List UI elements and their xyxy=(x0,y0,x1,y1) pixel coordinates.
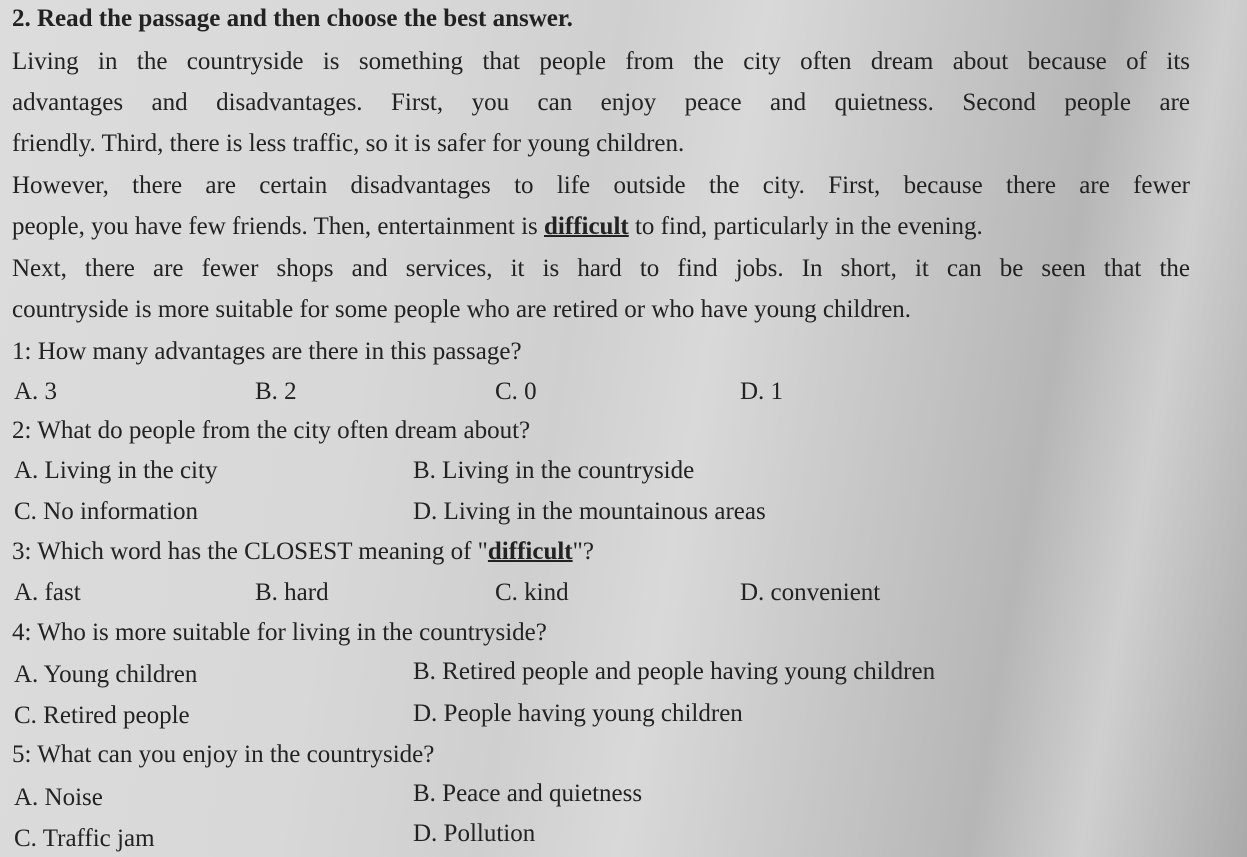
answer-option[interactable]: A. Noise xyxy=(14,784,103,811)
highlighted-word: difficult xyxy=(487,538,573,565)
question-stem: 1: How many advantages are there in this passage? xyxy=(12,338,522,365)
answer-option[interactable]: B. hard xyxy=(255,579,329,606)
answer-option[interactable]: B. Peace and quietness xyxy=(413,780,643,807)
passage-line xyxy=(12,212,983,242)
passage-line: countryside is more suitable for some people who are retired or who have young children. xyxy=(12,296,912,323)
answer-option[interactable]: D. People having young children xyxy=(413,700,743,727)
answer-option[interactable]: C. No information xyxy=(14,498,199,525)
answer-option[interactable]: C. Retired people xyxy=(14,702,190,729)
answer-option[interactable]: B. Living in the countryside xyxy=(413,457,695,484)
answer-option[interactable]: A. fast xyxy=(14,579,81,606)
passage-text: to find, particularly in the evening. xyxy=(628,213,983,240)
question-text: 3: Which word has the CLOSEST meaning of " xyxy=(12,538,488,565)
passage-line: However, there are certain disadvantages to life outside the city. First, because there are fewer xyxy=(12,172,1190,199)
passage-line: friendly. Third, there is less traffic, so it is safer for young children. xyxy=(12,130,685,157)
question-text: "? xyxy=(572,538,594,565)
passage-text: people, you have few friends. Then, entertainment is xyxy=(12,213,545,240)
passage-line: advantages and disadvantages. First, you can enjoy peace and quietness. Second people are xyxy=(12,89,1190,116)
answer-option[interactable]: A. Young children xyxy=(14,661,198,688)
answer-option[interactable]: D. Living in the mountainous areas xyxy=(413,498,766,525)
exercise-heading: 2. Read the passage and then choose the best answer. xyxy=(12,5,573,32)
answer-option[interactable]: C. kind xyxy=(495,579,569,606)
question-stem: 4: Who is more suitable for living in the countryside? xyxy=(12,619,547,646)
answer-option[interactable]: A. 3 xyxy=(14,378,58,405)
question-stem: 2: What do people from the city often dream about? xyxy=(12,417,531,444)
question-stem xyxy=(12,537,594,567)
answer-option[interactable]: C. Traffic jam xyxy=(14,825,155,852)
answer-option[interactable]: B. Retired people and people having young children xyxy=(413,658,936,685)
highlighted-word: difficult xyxy=(544,213,629,240)
passage-line: Next, there are fewer shops and services, it is hard to find jobs. In short, it can be seen that the xyxy=(12,255,1190,282)
answer-option[interactable]: D. Pollution xyxy=(413,820,536,847)
answer-option[interactable]: B. 2 xyxy=(255,378,297,405)
question-stem: 5: What can you enjoy in the countryside? xyxy=(12,741,435,768)
answer-option[interactable]: C. 0 xyxy=(495,378,537,405)
answer-option[interactable]: D. 1 xyxy=(740,378,784,405)
passage-line: Living in the countryside is something that people from the city often dream about because of its xyxy=(12,48,1190,75)
answer-option[interactable]: D. convenient xyxy=(740,579,881,606)
answer-option[interactable]: A. Living in the city xyxy=(14,457,218,484)
